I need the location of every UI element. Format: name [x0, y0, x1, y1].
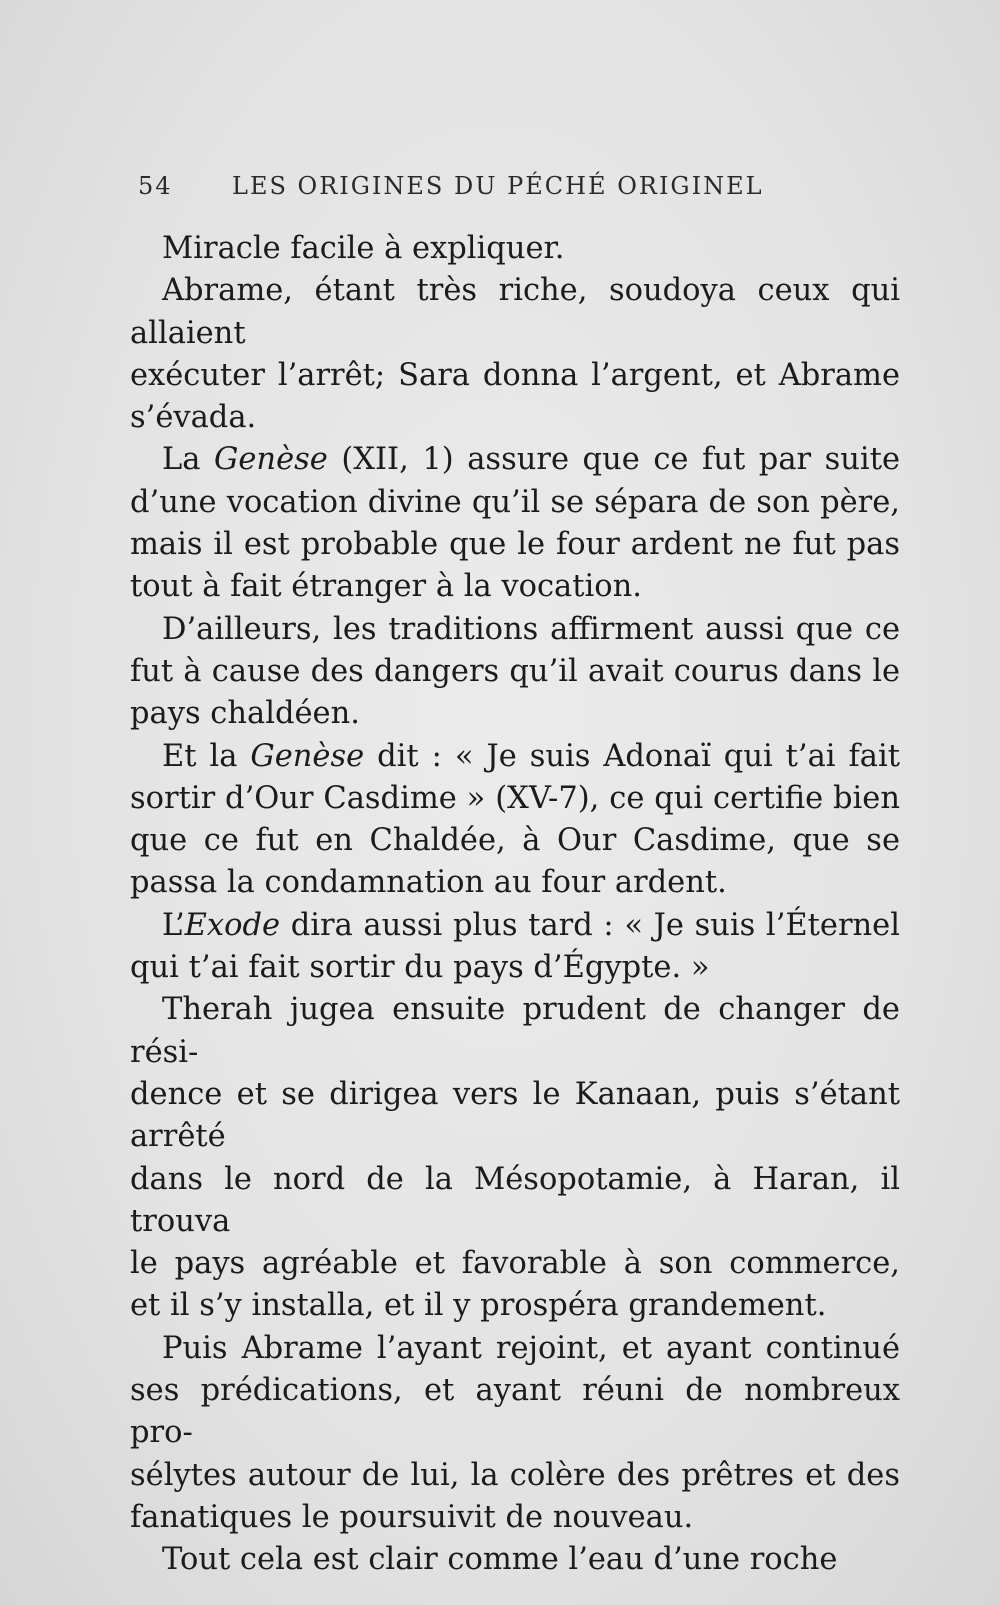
text-run: Miracle facile à expliquer. — [162, 231, 565, 266]
text-line — [130, 439, 900, 481]
italic-title: Genèse — [214, 442, 328, 478]
text-line — [130, 397, 900, 439]
text-run: fut à cause des dangers qu’il avait courus dans le — [130, 653, 900, 689]
text-run: qui t’ai fait sortir du pays d’Égypte. » — [130, 950, 710, 986]
italic-title: Exode — [184, 907, 281, 943]
text-line — [130, 1455, 900, 1497]
running-title: LES ORIGINES DU PÉCHÉ ORIGINEL — [232, 172, 764, 200]
text-line — [130, 947, 900, 989]
text-run: sortir d’Our Casdime » (XV-7), ce qui certifie bien — [130, 780, 900, 816]
text-run: tout à fait étranger à la vocation. — [130, 569, 642, 605]
text-line — [130, 778, 900, 820]
text-run: dence et se dirigea vers le Kanaan, puis s’étant arrêté — [130, 1076, 900, 1155]
text-line — [130, 1328, 900, 1370]
text-run: passa la condamnation au four ardent. — [130, 865, 727, 901]
text-run: et il s’y installa, et il y prospéra grandement. — [130, 1288, 827, 1324]
text-line — [130, 693, 900, 735]
text-line — [130, 1539, 900, 1581]
text-line — [130, 1074, 900, 1159]
text-run: que ce fut en Chaldée, à Our Casdime, que se — [130, 823, 900, 859]
text-run: dit : « Je suis Adonaï qui t’ai fait — [364, 738, 900, 774]
text-line — [130, 1243, 900, 1285]
text-line — [130, 1370, 900, 1455]
text-line — [130, 820, 900, 862]
text-line — [130, 651, 900, 693]
text-run: pays chaldéen. — [130, 696, 360, 732]
text-line — [130, 1159, 900, 1244]
text-run: sélytes autour de lui, la colère des prêtres et des — [130, 1457, 900, 1493]
text-line — [130, 905, 900, 947]
text-run: dira aussi plus tard : « Je suis l’Éternel — [280, 907, 900, 943]
text-line — [130, 270, 900, 355]
text-line — [130, 609, 900, 651]
italic-title: Genèse — [250, 738, 365, 774]
text-run: (XII, 1) assure que ce fut par suite — [327, 442, 900, 478]
text-run: exécuter l’arrêt; Sara donna l’argent, et Abrame — [130, 357, 900, 393]
text-run: L’ — [162, 907, 185, 943]
page-number: 54 — [138, 172, 173, 200]
text-run: Puis Abrame l’ayant rejoint, et ayant continué — [162, 1330, 900, 1366]
body-text — [130, 228, 900, 1582]
text-run: s’évada. — [130, 400, 257, 436]
text-run: d’une vocation divine qu’il se sépara de son père, — [130, 484, 900, 520]
text-run: Abrame, étant très riche, soudoya ceux qui allaient — [130, 273, 900, 351]
text-line — [130, 989, 900, 1074]
text-run: dans le nord de la Mésopotamie, à Haran, il trouva — [130, 1161, 900, 1239]
text-run: D’ailleurs, les traditions affirment aussi que ce — [162, 611, 900, 647]
text-line — [130, 1497, 900, 1539]
text-line — [130, 736, 900, 778]
text-line — [130, 228, 900, 270]
text-line — [130, 862, 900, 904]
text-run: Tout cela est clair comme l’eau d’une roche — [162, 1542, 838, 1578]
text-run: Et la — [162, 738, 251, 774]
text-run: le pays agréable et favorable à son commerce, — [130, 1246, 900, 1282]
text-run: mais il est probable que le four ardent ne fut pas — [130, 527, 900, 563]
text-run: La — [162, 442, 215, 478]
text-run: fanatiques le poursuivit de nouveau. — [130, 1499, 694, 1535]
text-line — [130, 524, 900, 566]
text-run: Therah jugea ensuite prudent de changer de rési- — [130, 992, 900, 1070]
text-line — [130, 355, 900, 397]
text-line — [130, 482, 900, 524]
text-line — [130, 566, 900, 608]
text-line — [130, 1285, 900, 1327]
text-run: ses prédications, et ayant réuni de nombreux pro- — [130, 1373, 900, 1451]
